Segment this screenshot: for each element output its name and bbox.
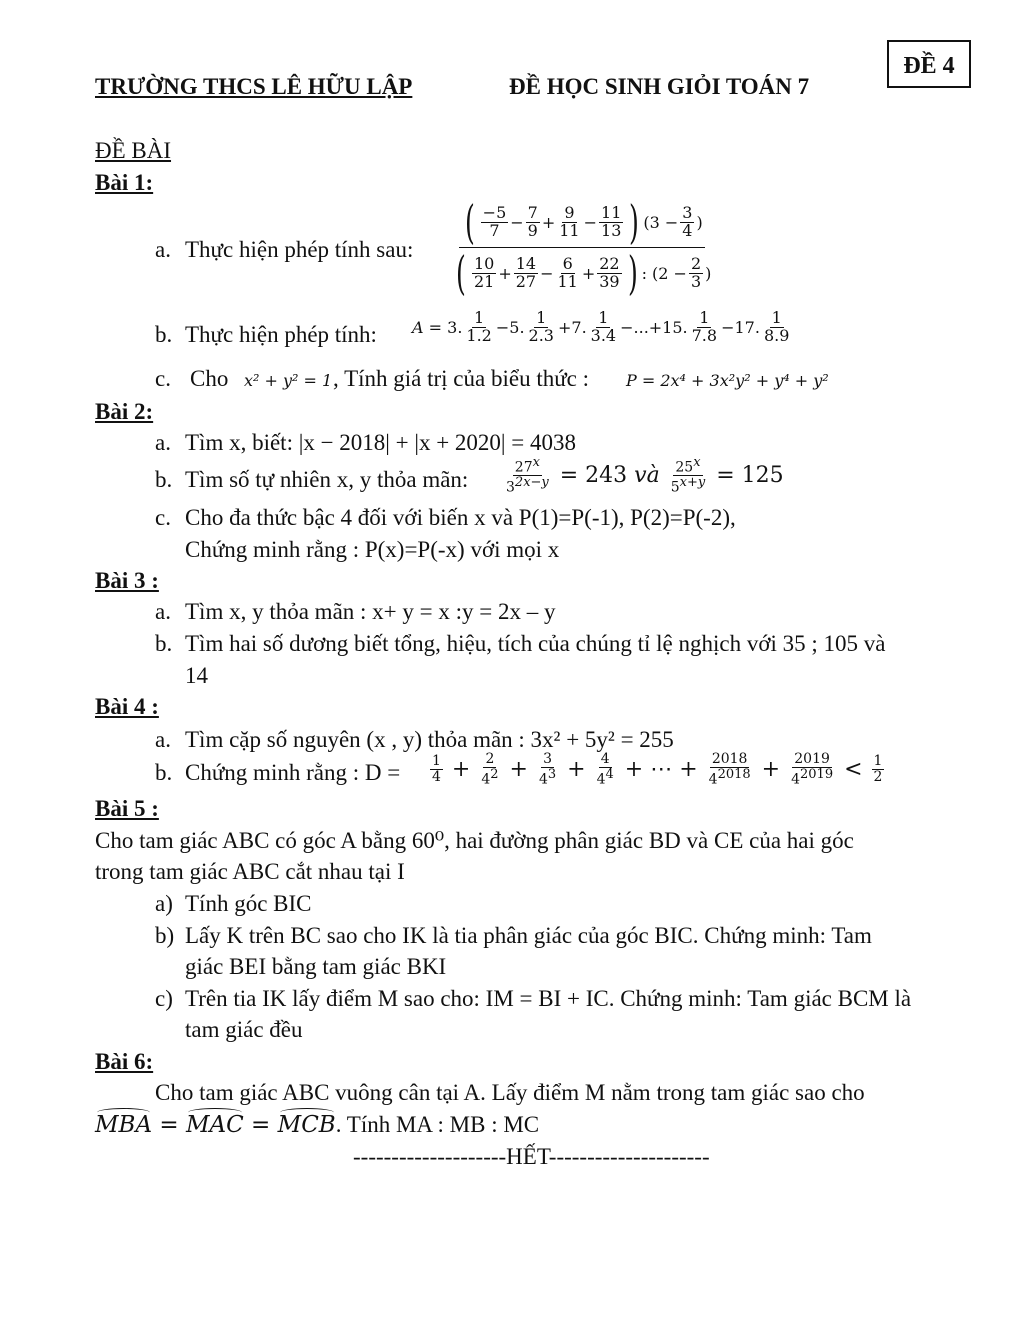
bai2-title: Bài 2: [95,399,154,424]
bai1-c-text-1: Cho [190,366,229,391]
angle-mcb: MCB [277,1112,336,1138]
bai1-a-text: Thực hiện phép tính sau: [185,237,414,262]
bai1-c-label: c. [155,366,171,391]
bai5-a-label: a) [155,891,173,916]
section-title: ĐỀ BÀI [95,138,172,163]
bai5-c-label: c) [155,986,173,1011]
bai3-title: Bài 3 : [95,568,159,593]
school-name: TRƯỜNG THCS LÊ HỮU LẬP [95,74,413,99]
bai3-b-text-1: Tìm hai số dương biết tổng, hiệu, tích của chúng tỉ lệ nghịch với 35 ; 105 và [185,631,886,656]
bai1-title: Bài 1: [95,170,154,195]
bai5-intro-2: trong tam giác ABC cắt nhau tại I [95,859,405,884]
bai6-title: Bài 6: [95,1049,154,1074]
bai5-b-label: b) [155,923,175,948]
bai2-c-text-2: Chứng minh rằng : P(x)=P(-x) với mọi x [185,537,560,562]
exam-code-box: ĐỀ 4 [887,40,971,88]
bai2-c-text-1: Cho đa thức bậc 4 đối với biến x và P(1)=P(-1), P(2)=P(-2), [185,505,736,530]
bai5-b-text-1: Lấy K trên BC sao cho IK là tia phân giác của góc BIC. Chứng minh: Tam [185,923,872,948]
angle-mba: MBA [95,1112,153,1138]
bai5-title: Bài 5 : [95,796,159,821]
bai2-b-and: và [634,463,660,489]
bai2-b-label: b. [155,467,173,492]
bai1-c-expression: P = 2x⁴ + 3x²y² + y⁴ + y² [626,371,829,390]
bai2-b-text: Tìm số tự nhiên x, y thỏa mãn: [185,467,469,492]
bai5-a-text: Tính góc BIC [185,891,312,916]
bai1-b-expression: A = 3. $\frac{1}{1.2}$ −5. $\frac{1}{2.3}$ +7. $\frac{1}{3.4}$ −...+15. $\frac{1}{7.8}$ −17. $\frac{1}{8.9}$ [412,308,790,345]
bai6-line-2: MBA = MAC = MCB . Tính MA : MB : MC [95,1112,540,1138]
bai5-c-text-2: tam giác đều [185,1017,303,1042]
bai4-b-text: Chứng minh rằng : D = [185,760,401,785]
bai4-b-expression: $\frac{1}{4}$ + $\frac{2}{4^2}$ + $\frac{3}{4^3}$ + $\frac{4}{4^4}$ + ⋯ + $\frac{2018}{4^{2018}}$ + $\frac{2019}{4^{2019}}$ < $\frac{1}{2}$ [432,751,883,788]
bai2-b-expression: $\frac{27^x}{3^{2x-y}}$ = 243 và $\frac{25^x}{5^{x+y}}$ = 125 [506,455,784,496]
bai3-a-label: a. [155,599,171,624]
bai1-c-condition: x² + y² = 1 [244,371,333,390]
bai6-text-1: Cho tam giác ABC vuông cân tại A. Lấy điểm M nằm trong tam giác sao cho [155,1080,865,1105]
bai5-c-text-1: Trên tia IK lấy điểm M sao cho: IM = BI + IC. Chứng minh: Tam giác BCM là [185,986,912,1011]
bai1-a-expression: ( $\frac{-5}{7}$ − $\frac{7}{9}$ + $\frac{9}{11}$ − $\frac{11}{13}$ ) (3 − $\frac{3}{4}$ ) ( $\frac{10}{21}$ + $\frac{14}{27}$ − $\frac{6}{11}$ + $\frac{22}{39}$ ) : (2 − $\frac{2}{3}$ ) [456,195,712,300]
bai2-a-text: Tìm x, biết: |x − 2018| + |x + 2020| = 4038 [185,430,577,455]
bai2-c-label: c. [155,505,171,530]
bai1-a-label: a. [155,237,171,262]
bai1-c-text-2: , Tính giá trị của biểu thức : [333,366,590,391]
bai4-a-label: a. [155,727,171,752]
bai3-b-text-2: 14 [185,663,208,688]
bai6-text-2: . Tính MA : MB : MC [335,1112,540,1137]
bai1-b-label: b. [155,322,173,347]
exam-title: ĐỀ HỌC SINH GIỎI TOÁN 7 [509,74,810,99]
bai5-intro-1: Cho tam giác ABC có góc A bằng 60⁰, hai đường phân giác BD và CE của hai góc [95,828,854,853]
bai5-b-text-2: giác BEI bằng tam giác BKI [185,954,447,979]
footer-end: --------------------HẾT--------------------- [353,1144,710,1169]
angle-mac: MAC [185,1112,244,1138]
bai4-title: Bài 4 : [95,694,159,719]
bai2-a-label: a. [155,430,171,455]
bai4-a-text: Tìm cặp số nguyên (x , y) thỏa mãn : 3x² + 5y² = 255 [185,727,674,752]
bai3-a-text: Tìm x, y thỏa mãn : x+ y = x :y = 2x – y [185,599,556,624]
bai3-b-label: b. [155,631,173,656]
bai4-b-label: b. [155,760,173,785]
bai1-b-text: Thực hiện phép tính: [185,322,377,347]
